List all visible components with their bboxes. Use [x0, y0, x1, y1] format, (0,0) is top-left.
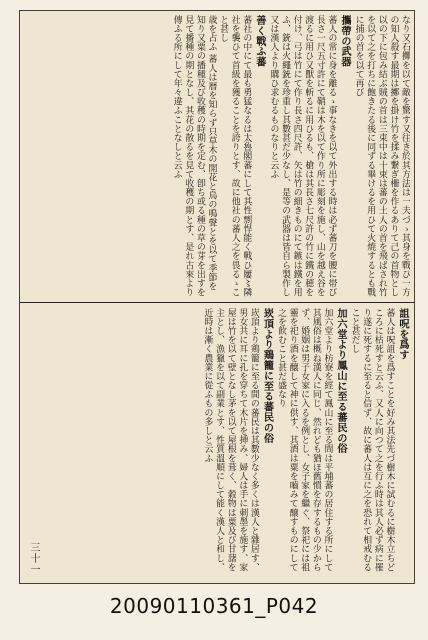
section-heading: 加六堂より鳳山に至る蕃民の俗: [335, 308, 348, 454]
section-heading: 崁頂より鶏籠に至る蕃民の俗: [261, 308, 274, 444]
section-divider: [20, 302, 414, 303]
section-heading: 攜帶の武器: [339, 15, 352, 67]
image-caption: 20090110361_P042: [109, 594, 319, 618]
paragraph: なり又石擲を以て敵を驚す又往き於其方法は一夫づゝ其身を戰ひ一方の知人殺す最期は擲を掛け竹を揉み繋ぎ柵を作るありて己の首物とし以の下に包み結ぶ賊の首は三束中は十束は蕃の土人の首を飛ばされ竹を以て之を打ちに飽きたる後に同ずる畢けるを用ひて火焼するとも戰に捕の首を以て再び: [353, 15, 410, 297]
paragraph: 蕃人は呪詛を爲すことを好み其法先づ樹木に試むるに樹木立ちどころに枯死すと云ふ、又人に向つて之を行ふ時は其人必ず病に罹り遂に死するに至ると信ず、故に蕃人は互に之を恐れて相戒むること甚だし: [349, 308, 395, 572]
section-heading: 善く戰ふ蕃: [253, 15, 266, 67]
paragraph: 蕃社の中にて最も勇猛なるは太魯閣蕃にして其性剽悍能く戰ひ屢〻隣社を襲ひて首級を獲ることを誇りとす、故に他社の蕃人之を畏るゝこと甚し: [218, 15, 252, 297]
page-number: 三十一: [28, 542, 39, 575]
top-text-section: [24, 15, 410, 297]
paragraph: 蕃人の常に身を離るゝ事なきを以て外出する時は必ず蕃刀を腰に帯び長さ一尺五寸許にて鞘は木を以て作り所に彫刻を施し、山を越え谷を渡るに用ひ又獸を斬るに用ひるも、槍は其長さ七尺許の竹に鐵の穂を付け、弓は竹にて作り長さ四尺許、矢は竹の細きものにて鏃は鐵を用ふ、銃は火繩銃を珍重し其數甚だ少なし、是等の武器は皆自ら製作し又は漢人より購ひ求むるものなりと云ふ: [268, 15, 337, 297]
paragraph: 歳を占ふ 蕃人は暦を知らず只草木の開花と鳥の鳴聲とを以て季節を知り又粟の播種及び收穫の時期を定む、卽ち或る種の草の芽を出すを見て播種の期となし、其花の散るを見て收穫の期とす、是れ古來より傳ふる所にして年々違ふことなしと云ふ: [171, 15, 217, 297]
bottom-text-section: [24, 308, 410, 580]
section-heading: 詛呪を爲す: [397, 308, 409, 360]
paragraph: 加六堂より枋寮を經て鳳山に至る間は平埔蕃の居住する所にして其風俗は概ね漢人に同じ、然れども猶ほ舊慣を存するもの少からず、婚姻は男子女家に入るを例とし、女子家を繼ぐ、祭祀には祖靈を祀り酒を醸して神に供す、其酒は粟を嚙みて醸すものにして之を飮むこと甚だ盛なり: [276, 308, 333, 572]
book-page: [19, 10, 415, 584]
paragraph: 崁頂より鶏籠に至る間の蕃民は其數少なく多くは漢人と雜居す、男女共に耳に孔を穿ちて木片を挿み、婦人は手に刺墨を施す、家屋は竹を以て壁となし茅を以て屋根を葺く、穀物は粟及び甘藷を主とし、漁獵を以て副業とす、性質溫順にして能く漢人と和し、近時は漸く農業に從ふもの多しと云ふ: [202, 308, 259, 572]
